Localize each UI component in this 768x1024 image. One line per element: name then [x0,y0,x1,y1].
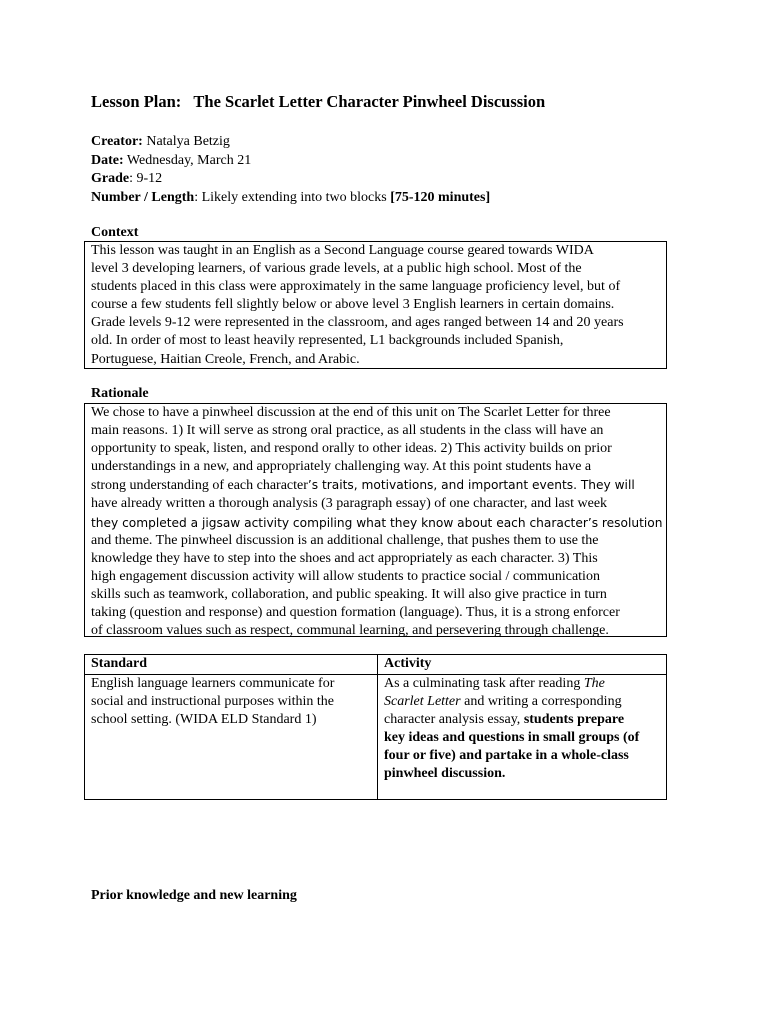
standard-line: English language learners communicate for [91,676,335,691]
rationale-line: taking (question and response) and question formation (language). Thus, it is a strong enforcer [91,605,620,621]
activity-line [384,675,660,693]
rationale-line: main reasons. 1) It will serve as strong oral practice, as all students in the class will have an [91,423,604,439]
creator-label: Creator: [91,134,143,149]
table-header-row [85,655,667,675]
rationale-line: and theme. The pinwheel discussion is an additional challenge, that pushes them to use the [91,532,599,548]
activity-italic: Scarlet Letter [384,694,461,710]
rationale-line: have already written a thorough analysis (3 paragraph essay) of one character, and last week [91,496,608,512]
activity-line [384,711,660,729]
activity-bold-line: four or five) and partake in a whole-class [384,748,629,764]
standard-line: school setting. (WIDA ELD Standard 1) [91,712,317,728]
rationale-line: understandings in a new, and appropriately challenging way. At this point students have a [91,459,592,475]
table-row [85,675,667,800]
standard-header: Standard [85,655,378,675]
length-value: : Likely extending into two blocks [194,189,391,205]
context-line: level 3 developing learners, of various grade levels, at a public high school. Most of the [91,261,582,277]
activity-bold-line: key ideas and questions in small groups (of [384,730,640,746]
rationale-box [84,403,667,637]
activity-cell [378,675,667,800]
context-line: Grade levels 9-12 were represented in the classroom, and ages ranged between 14 and 20 years [91,315,624,331]
date-value: Wednesday, March 21 [123,152,252,168]
date-label: Date: [91,152,124,168]
rationale-line: high engagement discussion activity will allow students to practice social / communication [91,568,600,584]
activity-line [384,693,660,711]
length-duration: [75-120 minutes] [390,189,491,205]
standard-cell [85,675,378,800]
date-line [91,152,490,171]
activity-bold: students prepare [523,712,625,728]
rationale-line: knowledge they have to step into the shoes and act appropriately as each character. 3) This [91,550,598,566]
grade-label: Grade [91,171,130,187]
rationale-line-part-sans: ’s traits, motivations, and important events. They will [307,478,635,493]
rationale-line: of classroom values such as respect, communal learning, and persevering through challenge. [91,623,609,639]
context-line: course a few students fell slightly below or above level 3 English learners in certain domains. [91,297,615,313]
rationale-line: skills such as teamwork, collaboration, and public speaking. It will also give practice in turn [91,586,607,602]
rationale-line: opportunity to speak, listen, and respond orally to other ideas. 2) This activity builds on prior [91,441,612,457]
context-line: students placed in this class were approximately in the same language proficiency level, but of [91,279,621,295]
context-line: This lesson was taught in an English as a Second Language course geared towards WIDA [91,243,594,258]
context-heading: Context [91,225,139,240]
activity-italic: The [583,676,605,691]
page-title: Lesson Plan: The Scarlet Letter Character Pinwheel Discussion [91,92,546,111]
rationale-line [91,476,660,495]
rationale-line: they completed a jigsaw activity compiling what they know about each character’s resolution [91,515,663,530]
activity-text: and writing a corresponding [460,694,622,710]
creator-value: Natalya Betzig [142,134,230,149]
grade-line [91,170,490,189]
activity-text: character analysis essay, [384,712,524,728]
lesson-meta [91,133,490,207]
context-line: Portuguese, Haitian Creole, French, and Arabic. [91,351,360,367]
standard-line: social and instructional purposes within the [91,694,335,710]
activity-text: As a culminating task after reading [384,676,584,691]
activity-header: Activity [378,655,667,675]
prior-knowledge-heading: Prior knowledge and new learning [91,888,297,903]
standard-activity-table [84,654,667,800]
creator-line [91,133,490,152]
context-line: old. In order of most to least heavily represented, L1 backgrounds included Spanish, [91,333,564,349]
length-label: Number / Length [91,189,195,205]
rationale-heading: Rationale [91,386,149,401]
activity-bold-line: pinwheel discussion. [384,766,506,782]
rationale-line-part: strong understanding of each character [91,478,308,494]
context-box [84,241,667,369]
length-line [91,189,490,208]
rationale-line: We chose to have a pinwheel discussion at the end of this unit on The Scarlet Letter for three [91,405,611,420]
grade-value: : 9-12 [129,171,163,187]
